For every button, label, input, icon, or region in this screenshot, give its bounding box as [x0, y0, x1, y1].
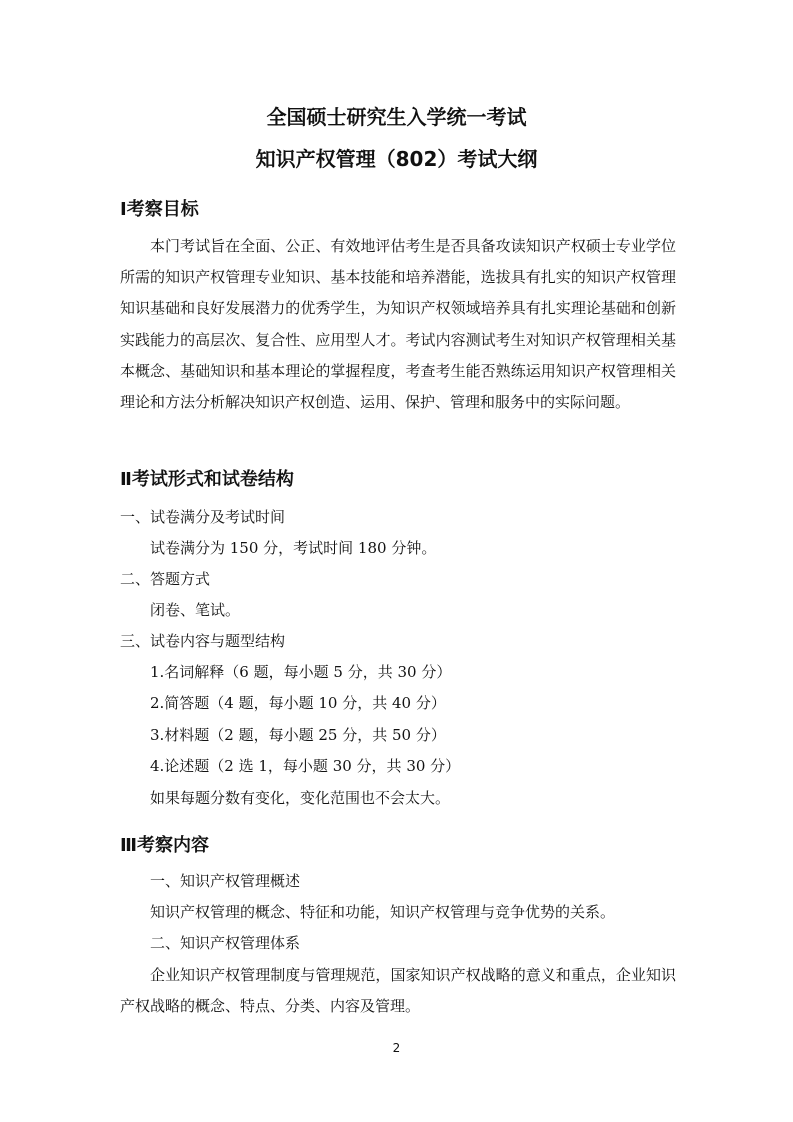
document-subtitle: 知识产权管理（802）考试大纲	[255, 147, 538, 171]
document-title: 全国硕士研究生入学统一考试	[266, 105, 527, 129]
question-type-item: 3.材料题（2 题，每小题 25 分，共 50 分）	[150, 726, 446, 744]
objectives-paragraph: 本门考试旨在全面、公正、有效地评估考生是否具备攻读知识产权硕士专业学位所需的知识产权管理专业知识、基本技能和培养潜能，选拔具有扎实的知识产权管理知识基础和良好发展潜力的优秀学生，为知识产权领域培养具有扎实理论基础和创新实践能力的高层次、复合性、应用型人才。考试内容测试考生对知识产权管理相关基本概念、基础知识和基本理论的掌握程度，考查考生能否熟练运用知识产权管理相关理论和方法分析解决知识产权创造、运用、保护、管理和服务中的实际问题。	[120, 237, 676, 412]
section-heading-content: Ⅲ考察内容	[120, 835, 210, 856]
question-type-item: 4.论述题（2 选 1，每小题 30 分，共 30 分）	[150, 757, 461, 775]
section-heading-objectives: Ⅰ考察目标	[120, 199, 199, 220]
item-structure-title: 三、试卷内容与题型结构	[120, 632, 286, 650]
page-number: 2	[392, 1041, 401, 1055]
item-answer-mode-title: 二、答题方式	[120, 570, 211, 588]
content-part-text: 企业知识产权管理制度与管理规范，国家知识产权战略的意义和重点，企业知识产权战略的概念、特点、分类、内容及管理。	[120, 966, 676, 1015]
item-score-time-text: 试卷满分为 150 分，考试时间 180 分钟。	[150, 539, 437, 557]
item-answer-mode-text: 闭卷、笔试。	[150, 601, 241, 619]
section-heading-format: Ⅱ考试形式和试卷结构	[120, 469, 294, 490]
content-part-title: 一、知识产权管理概述	[150, 872, 301, 890]
content-part-text: 知识产权管理的概念、特征和功能，知识产权管理与竞争优势的关系。	[150, 903, 616, 921]
question-type-item: 1.名词解释（6 题，每小题 5 分，共 30 分）	[150, 663, 452, 681]
item-score-time-title: 一、试卷满分及考试时间	[120, 508, 286, 526]
content-part-title: 二、知识产权管理体系	[150, 934, 301, 952]
question-type-item: 2.简答题（4 题，每小题 10 分，共 40 分）	[150, 694, 446, 712]
score-change-note: 如果每题分数有变化，变化范围也不会太大。	[150, 789, 451, 807]
